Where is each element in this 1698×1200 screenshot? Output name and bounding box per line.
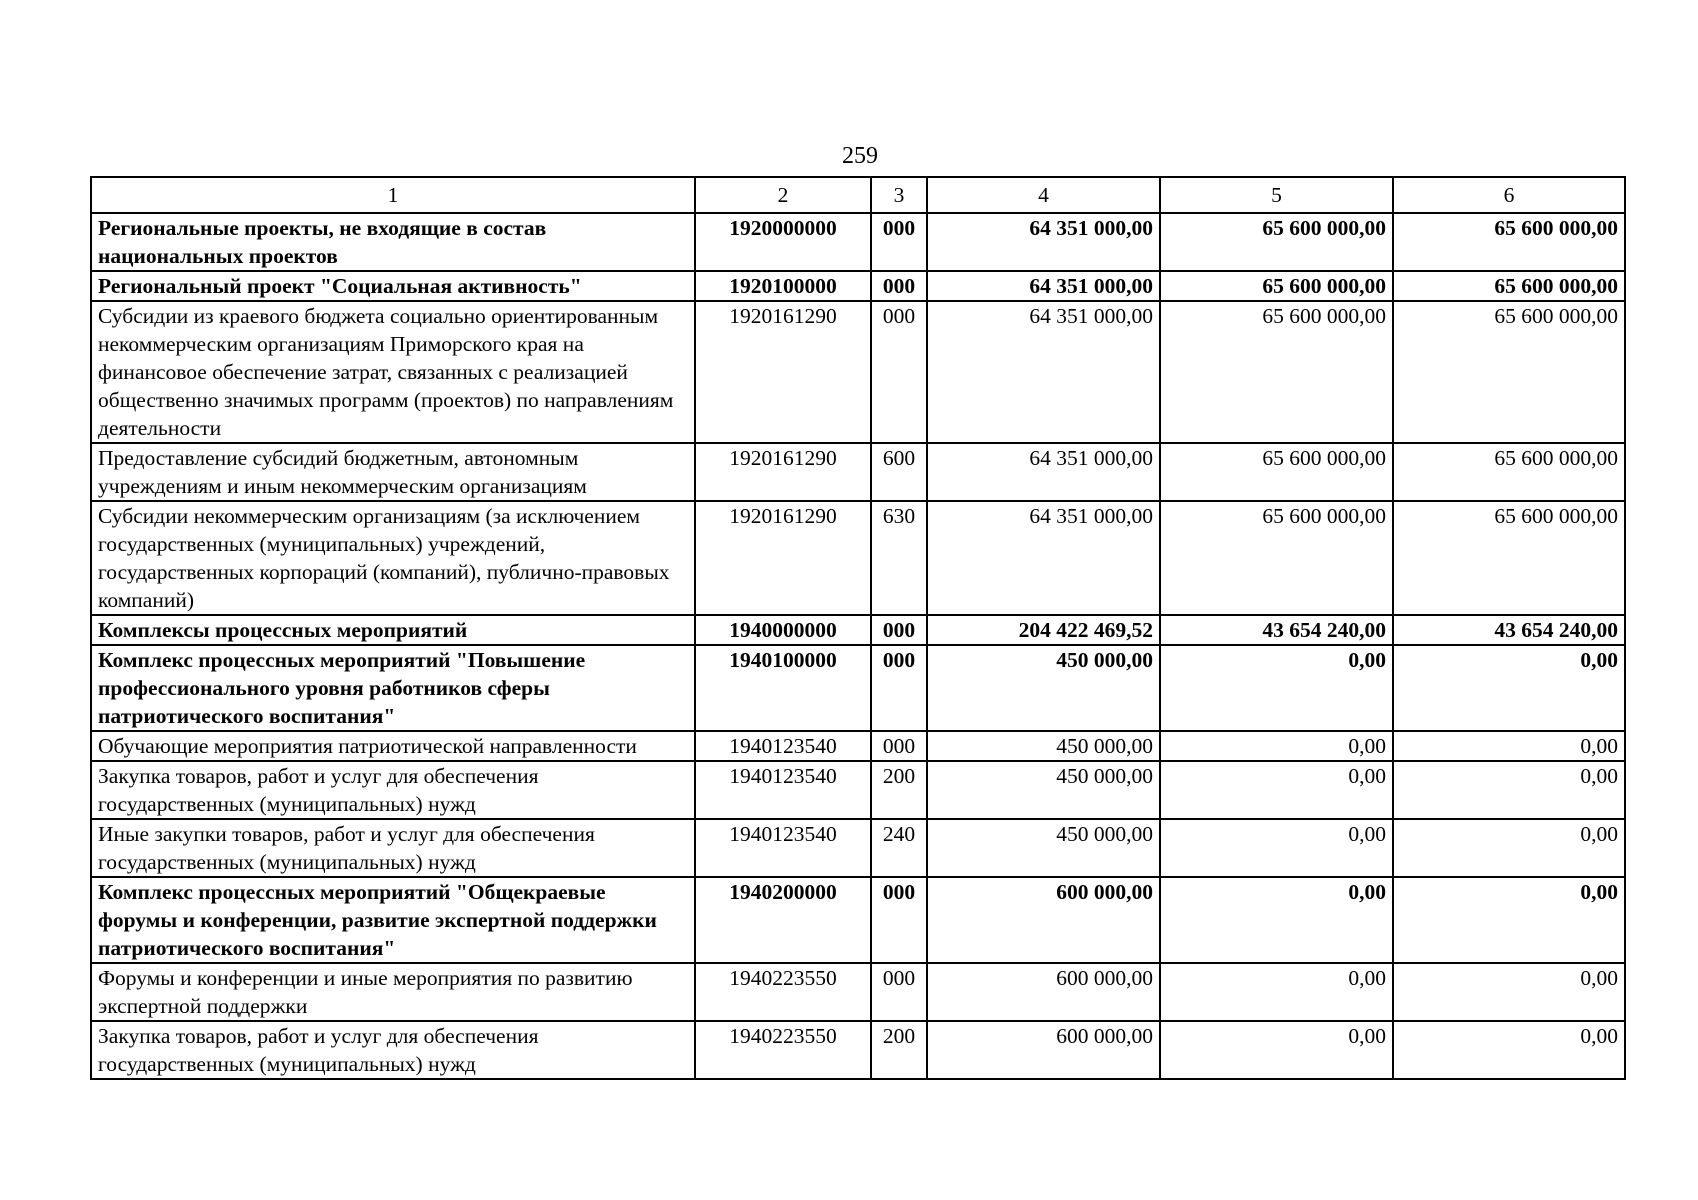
amount-column-4: 450 000,00 [927, 645, 1160, 731]
budget-table [90, 176, 1626, 1080]
expense-type-code: 000 [871, 877, 927, 963]
row-name-cell: Комплексы процессных мероприятий [91, 615, 695, 645]
table-row [91, 761, 1625, 819]
table-row [91, 501, 1625, 615]
table-row [91, 1021, 1625, 1079]
expense-type-code: 000 [871, 213, 927, 271]
amount-column-6: 0,00 [1393, 731, 1625, 761]
expense-type-code: 240 [871, 819, 927, 877]
expense-type-code: 000 [871, 301, 927, 443]
column-header: 3 [871, 177, 927, 213]
table-row [91, 271, 1625, 301]
row-name-cell: Обучающие мероприятия патриотической направленности [91, 731, 695, 761]
row-name-cell: Региональные проекты, не входящие в состав национальных проектов [91, 213, 695, 271]
target-article-code: 1940100000 [695, 645, 871, 731]
amount-column-5: 0,00 [1160, 645, 1393, 731]
expense-type-code: 000 [871, 271, 927, 301]
amount-column-4: 64 351 000,00 [927, 301, 1160, 443]
amount-column-4: 64 351 000,00 [927, 443, 1160, 501]
amount-column-4: 600 000,00 [927, 877, 1160, 963]
target-article-code: 1920161290 [695, 443, 871, 501]
row-name-cell: Комплекс процессных мероприятий "Общекраевые форумы и конференции, развитие экспертной поддержки патриотического воспитания" [91, 877, 695, 963]
table-row [91, 301, 1625, 443]
amount-column-6: 65 600 000,00 [1393, 213, 1625, 271]
target-article-code: 1940223550 [695, 963, 871, 1021]
expense-type-code: 200 [871, 1021, 927, 1079]
table-row [91, 213, 1625, 271]
column-header: 4 [927, 177, 1160, 213]
amount-column-6: 0,00 [1393, 1021, 1625, 1079]
column-header: 5 [1160, 177, 1393, 213]
amount-column-4: 600 000,00 [927, 963, 1160, 1021]
amount-column-6: 0,00 [1393, 761, 1625, 819]
row-name-cell: Закупка товаров, работ и услуг для обеспечения государственных (муниципальных) нужд [91, 1021, 695, 1079]
target-article-code: 1920100000 [695, 271, 871, 301]
expense-type-code: 000 [871, 615, 927, 645]
header-row [91, 177, 1625, 213]
amount-column-5: 0,00 [1160, 877, 1393, 963]
target-article-code: 1940123540 [695, 731, 871, 761]
target-article-code: 1940123540 [695, 761, 871, 819]
amount-column-4: 64 351 000,00 [927, 271, 1160, 301]
row-name-cell: Закупка товаров, работ и услуг для обеспечения государственных (муниципальных) нужд [91, 761, 695, 819]
table-body [91, 213, 1625, 1079]
amount-column-6: 65 600 000,00 [1393, 501, 1625, 615]
amount-column-6: 65 600 000,00 [1393, 301, 1625, 443]
expense-type-code: 000 [871, 963, 927, 1021]
column-header: 6 [1393, 177, 1625, 213]
amount-column-6: 0,00 [1393, 877, 1625, 963]
expense-type-code: 000 [871, 645, 927, 731]
amount-column-6: 65 600 000,00 [1393, 443, 1625, 501]
amount-column-5: 65 600 000,00 [1160, 443, 1393, 501]
amount-column-4: 204 422 469,52 [927, 615, 1160, 645]
target-article-code: 1940223550 [695, 1021, 871, 1079]
row-name-cell: Предоставление субсидий бюджетным, автономным учреждениям и иным некоммерческим организациям [91, 443, 695, 501]
expense-type-code: 000 [871, 731, 927, 761]
table-row [91, 819, 1625, 877]
table-row [91, 645, 1625, 731]
amount-column-6: 0,00 [1393, 819, 1625, 877]
row-name-cell: Иные закупки товаров, работ и услуг для обеспечения государственных (муниципальных) нужд [91, 819, 695, 877]
page-number: 259 [842, 143, 878, 169]
amount-column-5: 0,00 [1160, 819, 1393, 877]
column-header: 1 [91, 177, 695, 213]
amount-column-6: 43 654 240,00 [1393, 615, 1625, 645]
table-row [91, 731, 1625, 761]
amount-column-4: 450 000,00 [927, 731, 1160, 761]
expense-type-code: 200 [871, 761, 927, 819]
amount-column-5: 65 600 000,00 [1160, 501, 1393, 615]
amount-column-5: 43 654 240,00 [1160, 615, 1393, 645]
table-row [91, 443, 1625, 501]
amount-column-5: 0,00 [1160, 761, 1393, 819]
amount-column-4: 600 000,00 [927, 1021, 1160, 1079]
target-article-code: 1920000000 [695, 213, 871, 271]
amount-column-5: 65 600 000,00 [1160, 213, 1393, 271]
table-row [91, 615, 1625, 645]
amount-column-5: 0,00 [1160, 963, 1393, 1021]
column-header: 2 [695, 177, 871, 213]
target-article-code: 1920161290 [695, 301, 871, 443]
expense-type-code: 630 [871, 501, 927, 615]
target-article-code: 1940123540 [695, 819, 871, 877]
amount-column-5: 65 600 000,00 [1160, 271, 1393, 301]
amount-column-4: 64 351 000,00 [927, 213, 1160, 271]
amount-column-5: 0,00 [1160, 731, 1393, 761]
amount-column-4: 64 351 000,00 [927, 501, 1160, 615]
row-name-cell: Субсидии из краевого бюджета социально ориентированным некоммерческим организациям Приморского края на финансовое обеспечение затрат, связанных с реализацией общественно значимых программ (проектов) по направлениям деятельности [91, 301, 695, 443]
row-name-cell: Региональный проект "Социальная активность" [91, 271, 695, 301]
amount-column-6: 65 600 000,00 [1393, 271, 1625, 301]
expense-type-code: 600 [871, 443, 927, 501]
amount-column-5: 0,00 [1160, 1021, 1393, 1079]
row-name-cell: Комплекс процессных мероприятий "Повышение профессионального уровня работников сферы патриотического воспитания" [91, 645, 695, 731]
row-name-cell: Субсидии некоммерческим организациям (за исключением государственных (муниципальных) учреждений, государственных корпораций (компаний), публично-правовых компаний) [91, 501, 695, 615]
amount-column-6: 0,00 [1393, 645, 1625, 731]
amount-column-5: 65 600 000,00 [1160, 301, 1393, 443]
row-name-cell: Форумы и конференции и иные мероприятия по развитию экспертной поддержки [91, 963, 695, 1021]
target-article-code: 1920161290 [695, 501, 871, 615]
target-article-code: 1940200000 [695, 877, 871, 963]
amount-column-4: 450 000,00 [927, 819, 1160, 877]
amount-column-6: 0,00 [1393, 963, 1625, 1021]
amount-column-4: 450 000,00 [927, 761, 1160, 819]
table-row [91, 963, 1625, 1021]
target-article-code: 1940000000 [695, 615, 871, 645]
table-row [91, 877, 1625, 963]
